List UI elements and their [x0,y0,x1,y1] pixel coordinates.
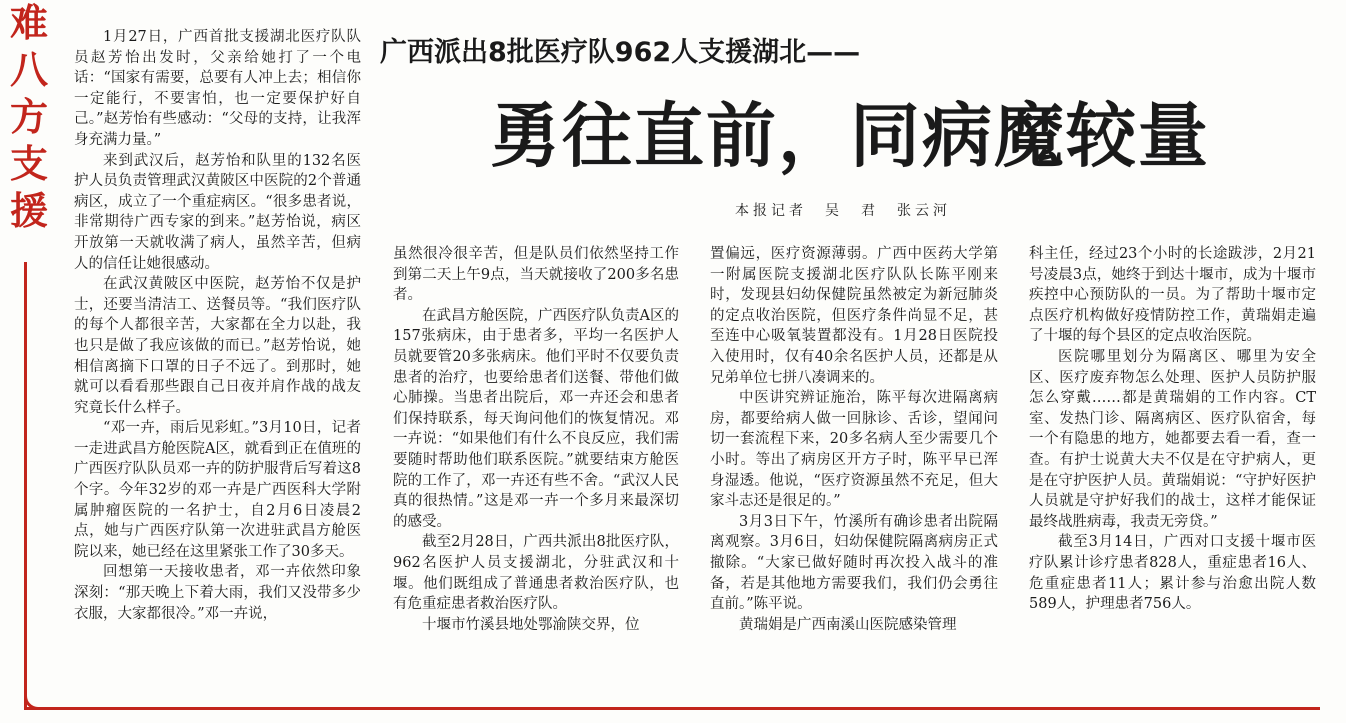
paragraph: 在武汉黄陂区中医院，赵芳怡不仅是护士，还要当清洁工、送餐员等。“我们医疗队的每个人都很辛苦，大家都在全力以赴，我也只是做了我应该做的而已。”赵芳怡说，她相信离摘下口罩的日子不远了。到那时，她就可以看看那些跟自己日夜并肩作战的战友究竟长什么样子。 [74,276,361,416]
paragraph: “邓一卉，雨后见彩虹。”3月10日，记者一走进武昌方舱医院A区，就看到正在值班的广西医疗队队员邓一卉的防护服背后写着这8个字。今年32岁的邓一卉是广西医科大学附属肿瘤医院的一名护士，自2月6日凌晨2点，她与广西医疗队第一次进驻武昌方舱医院以来，她已经在这里紧张工作了30多天。 [74,420,361,560]
paragraph: 医院哪里划分为隔离区、哪里为安全区、医疗废弃物怎么处理、医护人员防护服怎么穿戴……都是黄瑞娟的工作内容。CT室、发热门诊、隔离病区、医疗队宿舍，每一个有隐患的地方，她都要去看一看，查一查。有护士说黄大夫不仅是在守护病人，更是在守护医护人员。黄瑞娟说：“守护好医护人员就是守护好我们的战士，这样才能保证最终战胜病毒，我责无旁贷。” [1029,348,1316,530]
paragraph: 回想第一天接收患者，邓一卉依然印象深刻：“那天晚上下着大雨，我们又没带多少衣服，大家都很冷。”邓一卉说， [74,564,361,622]
article-byline: 本报记者 吴 君 张云河 [735,203,951,219]
rail-divider [24,262,27,710]
paragraph: 来到武汉后，赵芳怡和队里的132名医护人员负责管理武汉黄陂区中医院的2个普通病区，成立了一个重症病区。“很多患者说，非常期待广西专家的到来。”赵芳怡说，病区开放第一天就收满了病人，虽然辛苦，但病人的信任让她很感动。 [74,152,361,272]
paragraph: 3月3日下午，竹溪所有确诊患者出院隔离观察。3月6日，妇幼保健院隔离病房正式撤除。“大家已做好随时再次投入战斗的准备，若是其他地方需要我们，我们仍会勇往直前。”陈平说。 [710,513,998,613]
paragraph-continued: 虽然很冷很辛苦，但是队员们依然坚持工作到第二天上午9点，当天就接收了200多名患者。 [393,246,679,304]
paragraph: 在武昌方舱医院，广西医疗队负责A区的157张病床，由于患者多，平均一名医护人员就要管20多张病床。他们平时不仅要负责患者的治疗，也要给患者们送餐、带他们做心肺操。当患者出院后，邓一卉还会和患者们保持联系，每天询问他们的恢复情况。邓一卉说：“如果他们有什么不良反应，我们需要随时帮助他们联系医院。”就要结束方舱医院的工作了，邓一卉还有些不舍。“武汉人民真的很热情。”这是邓一卉一个多月来最深切的感受。 [393,307,679,530]
paragraph-continued: 置偏远，医疗资源薄弱。广西中医药大学第一附属医院支援湖北医疗队队长陈平刚来时，发现县妇幼保健院虽然被定为新冠肺炎的定点收治医院，但医疗条件尚显不足，甚至连中心吸氧装置都没有。1月28日医院投入使用时，仅有40余名医护人员，还都是从兄弟单位七拼八凑调来的。 [710,246,998,386]
paragraph-continued: 科主任，经过23个小时的长途跋涉，2月21号凌晨3点，她终于到达十堰市，成为十堰市疾控中心预防队的一员。为了帮助十堰市定点医疗机构做好疫情防控工作，黄瑞娟走遍了十堰的每个县区的定点收治医院。 [1029,246,1316,345]
article-headline: 勇往直前，同病魔较量 [490,95,1210,177]
column-1 [74,27,361,687]
column-3 [710,244,998,686]
rail-title-text: 难八方支援 [9,1,48,233]
paragraph: 黄瑞娟是广西南溪山医院感染管理 [739,616,957,633]
column-2 [393,244,679,686]
paragraph: 中医讲究辨证施治，陈平每次进隔离病房，都要给病人做一回脉诊、舌诊，望闻问切一套流程下来，20多名病人至少需要几个小时。等出了病房区开方子时，陈平早已浑身湿透。他说，“医疗资源虽然不充足，但大家斗志还是很足的。” [710,390,998,510]
paragraph: 1月27日，广西首批支援湖北医疗队队员赵芳怡出发时，父亲给她打了一个电话：“国家有需要，总要有人冲上去；相信你一定能行，不要害怕，也一定要保护好自己。”赵芳怡有些感动：“父母的支持，让我浑身充满力量。” [74,29,361,148]
paragraph: 截至2月28日，广西共派出8批医疗队，962名医护人员支援湖北，分驻武汉和十堰。他们既组成了普通患者救治医疗队，也有危重症患者救治医疗队。 [393,534,679,613]
section-rail-title [6,0,52,235]
column-4 [1029,244,1316,686]
paragraph: 截至3月14日，广西对口支援十堰市医疗队累计诊疗患者828人，重症患者16人、危重症患者11人；累计参与治愈出院人数589人，护理患者756人。 [1029,534,1316,613]
article-kicker: 广西派出8批医疗队962人支援湖北—— [380,37,861,68]
paragraph: 十堰市竹溪县地处鄂渝陕交界，位 [422,616,640,633]
bottom-divider [24,707,1320,710]
